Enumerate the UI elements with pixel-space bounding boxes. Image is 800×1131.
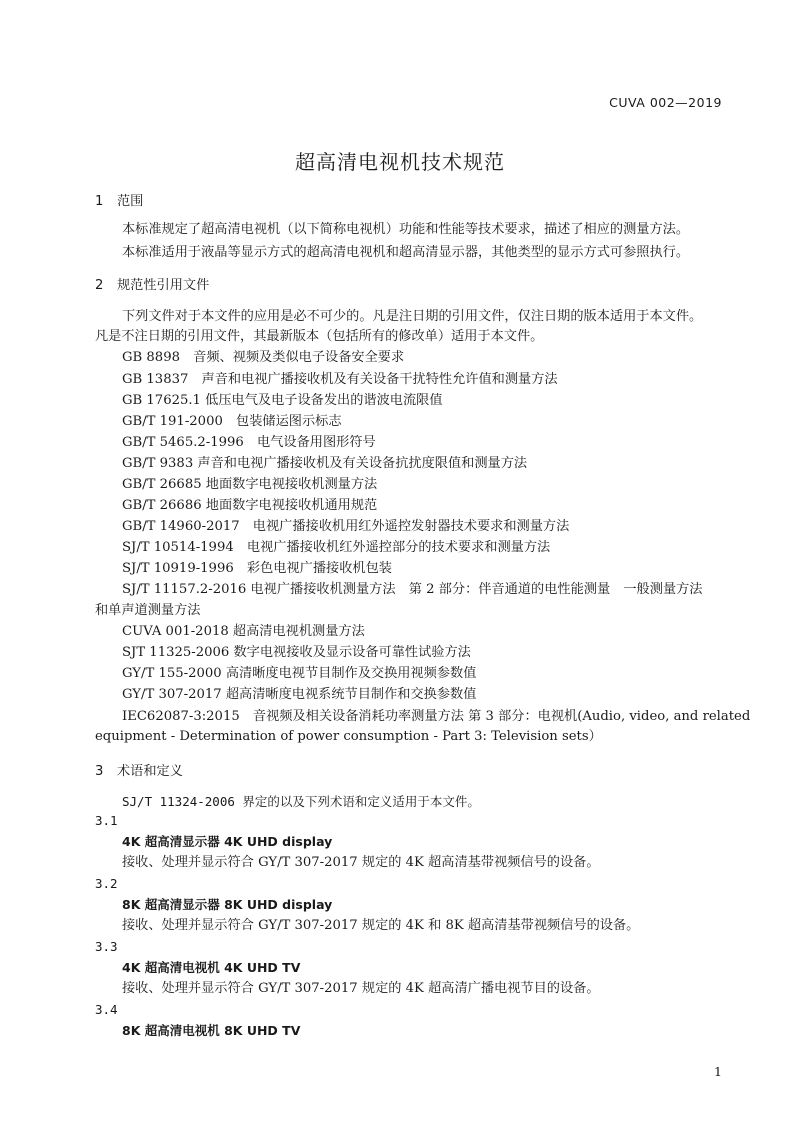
- section-title: 范围: [117, 194, 144, 209]
- reference-item: SJT 11325-2006 数字电视接收及显示设备可靠性试验方法: [122, 645, 471, 660]
- page-number: 1: [714, 1064, 722, 1079]
- reference-item-continuation: equipment - Determination of power consumption - Part 3: Television sets）: [95, 729, 602, 744]
- term-name: 4K 超高清显示器 4K UHD display: [122, 834, 333, 849]
- paragraph: 本标准规定了超高清电视机（以下简称电视机）功能和性能等技术要求，描述了相应的测量方法。: [122, 222, 690, 237]
- term-definition: 接收、处理并显示符合 GY/T 307-2017 规定的 4K 超高清基带视频信号的设备。: [122, 855, 600, 870]
- section-number: 2: [95, 278, 104, 293]
- section-number: 3: [95, 764, 104, 779]
- reference-item: GB/T 14960-2017 电视广播接收机用红外遥控发射器技术要求和测量方法: [122, 519, 570, 534]
- reference-item: GB 13837 声音和电视广播接收机及有关设备干扰特性允许值和测量方法: [122, 372, 558, 387]
- section-title: 规范性引用文件: [117, 278, 210, 293]
- term-number: 3.1: [95, 813, 118, 828]
- term-name: 8K 超高清显示器 8K UHD display: [122, 897, 333, 912]
- term-name: 4K 超高清电视机 4K UHD TV: [122, 960, 301, 975]
- section-number: 1: [95, 194, 104, 209]
- reference-item: GB/T 191-2000 包装储运图示标志: [122, 414, 342, 429]
- reference-item: SJ/T 11157.2-2016 电视广播接收机测量方法 第 2 部分：伴音通道的电性能测量 一般测量方法: [122, 582, 703, 597]
- term-definition: 接收、处理并显示符合 GY/T 307-2017 规定的 4K 超高清广播电视节目的设备。: [122, 981, 600, 996]
- paragraph: 下列文件对于本文件的应用是必不可少的。凡是注日期的引用文件，仅注日期的版本适用于本文件。: [122, 309, 703, 324]
- reference-item: GY/T 155-2000 高清晰度电视节目制作及交换用视频参数值: [122, 666, 477, 681]
- reference-item: CUVA 001-2018 超高清电视机测量方法: [122, 624, 365, 639]
- paragraph: 本标准适用于液晶等显示方式的超高清电视机和超高清显示器，其他类型的显示方式可参照执行。: [122, 245, 690, 260]
- reference-item: GB/T 9383 声音和电视广播接收机及有关设备抗扰度限值和测量方法: [122, 456, 528, 471]
- section-3-heading: [95, 764, 183, 780]
- document-code: CUVA 002—2019: [609, 95, 722, 110]
- section-2-heading: [95, 278, 209, 294]
- term-name: 8K 超高清电视机 8K UHD TV: [122, 1023, 301, 1038]
- reference-item: GB/T 26685 地面数字电视接收机测量方法: [122, 477, 378, 492]
- paragraph-continuation: 凡是不注日期的引用文件，其最新版本（包括所有的修改单）适用于本文件。: [95, 329, 544, 344]
- term-definition: 接收、处理并显示符合 GY/T 307-2017 规定的 4K 和 8K 超高清基带视频信号的设备。: [122, 918, 640, 933]
- reference-item: GB 17625.1 低压电气及电子设备发出的谐波电流限值: [122, 393, 443, 408]
- section-1-heading: [95, 194, 143, 210]
- section-title: 术语和定义: [117, 764, 183, 779]
- reference-item: SJ/T 10514-1994 电视广播接收机红外遥控部分的技术要求和测量方法: [122, 540, 551, 555]
- term-number: 3.2: [95, 876, 118, 891]
- reference-item: IEC62087-3:2015 音视频及相关设备消耗功率测量方法 第 3 部分：电视机(Audio, video, and related: [122, 709, 751, 724]
- reference-item: GB 8898 音频、视频及类似电子设备安全要求: [122, 350, 405, 365]
- paragraph: SJ/T 11324-2006 界定的以及下列术语和定义适用于本文件。: [122, 794, 480, 809]
- reference-item: SJ/T 10919-1996 彩色电视广播接收机包装: [122, 561, 392, 576]
- reference-item: GB/T 5465.2-1996 电气设备用图形符号: [122, 435, 376, 450]
- term-number: 3.4: [95, 1002, 118, 1017]
- reference-item: GY/T 307-2017 超高清晰度电视系统节目制作和交换参数值: [122, 687, 477, 702]
- term-number: 3.3: [95, 939, 118, 954]
- reference-item: GB/T 26686 地面数字电视接收机通用规范: [122, 498, 378, 513]
- document-title: 超高清电视机技术规范: [295, 150, 505, 174]
- reference-item-continuation: 和单声道测量方法: [95, 603, 201, 618]
